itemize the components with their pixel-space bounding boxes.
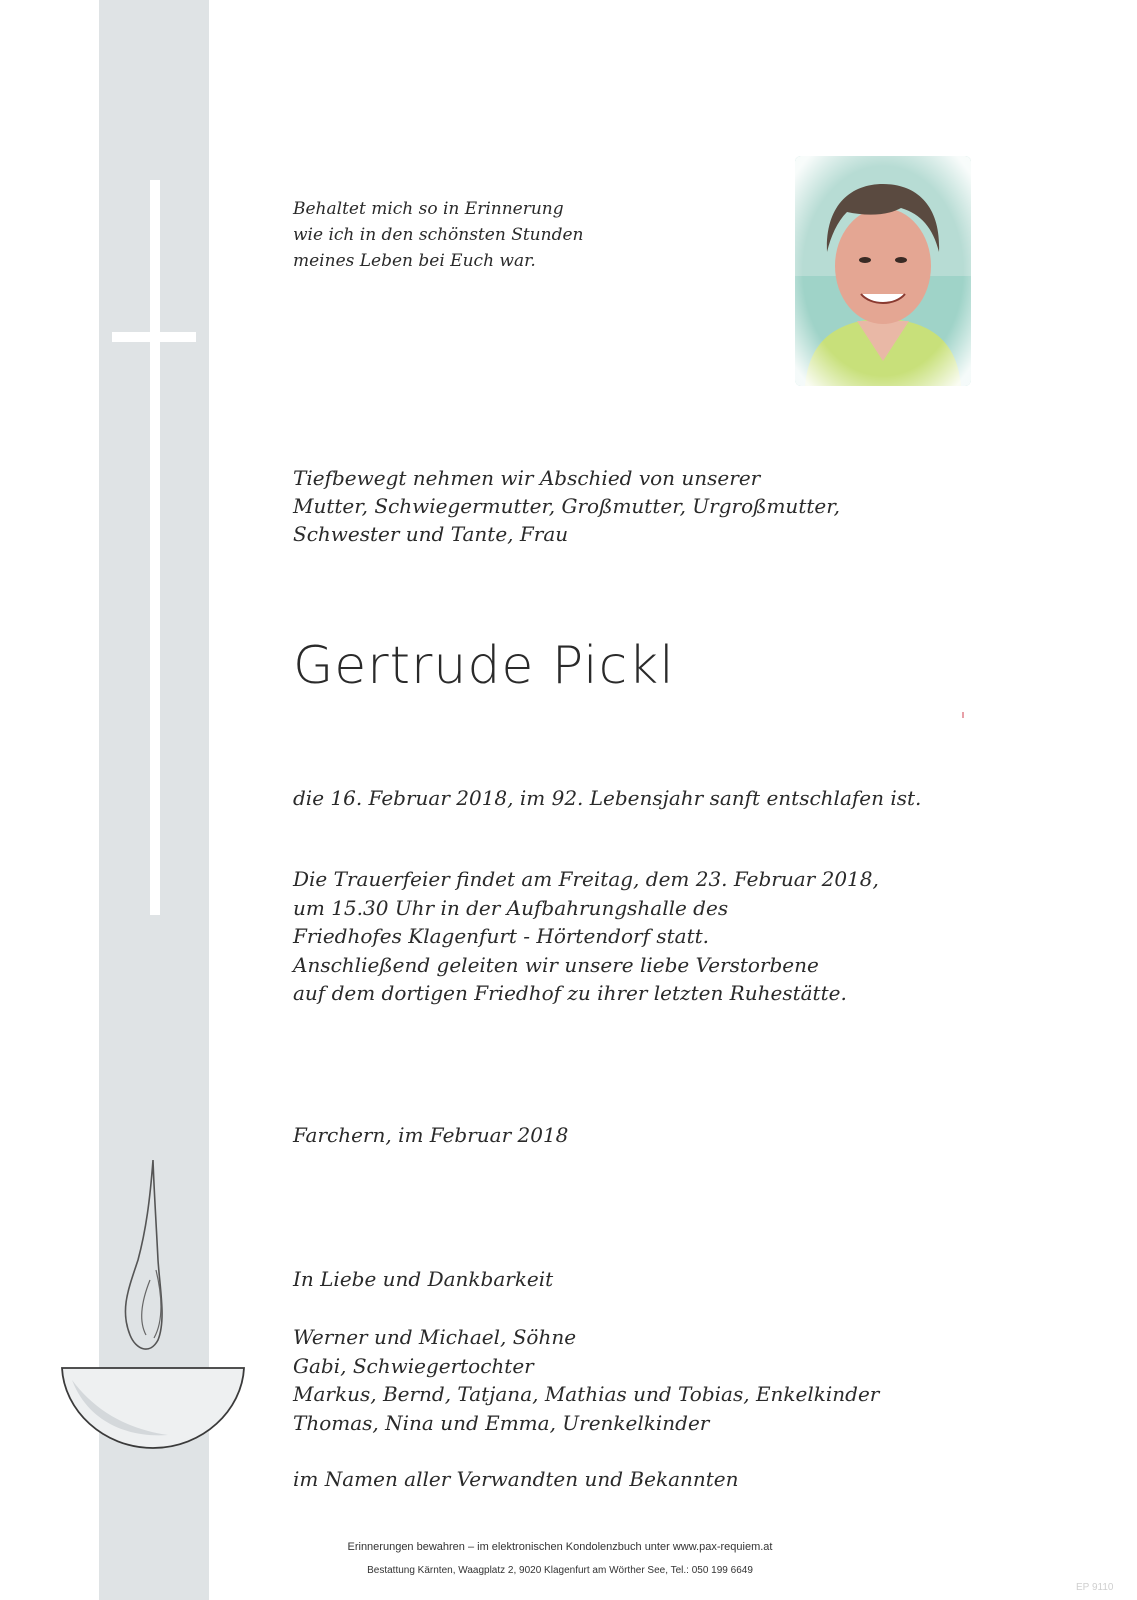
intro-line: Schwester und Tante, Frau [293,522,569,546]
mourners-list [293,1323,879,1437]
mourner-line: Thomas, Nina und Emma, Urenkelkinder [293,1410,710,1435]
cross-icon [150,180,160,915]
service-line: Anschließend geleiten wir unsere liebe Verstorbene [293,952,819,977]
cross-icon-bar [112,332,196,342]
mourner-line: Gabi, Schwiegertochter [293,1353,534,1378]
place-date: Farchern, im Februar 2018 [293,1123,569,1147]
funeral-service-info [293,865,879,1008]
candle-bowl-icon [58,1160,248,1450]
gratitude-line: In Liebe und Dankbarkeit [293,1267,554,1291]
print-mark [962,712,964,718]
service-line: Friedhofes Klagenfurt - Hörtendorf statt. [293,924,710,948]
portrait-photo [795,156,971,386]
verse-line: wie ich in den schönsten Stunden [293,225,584,245]
memorial-verse [293,196,583,274]
mourner-line: Markus, Bernd, Tatjana, Mathias und Tobias, Enkelkinder [293,1382,880,1406]
mourner-line: Werner und Michael, Söhne [293,1325,577,1349]
verse-line: meines Leben bei Euch war. [293,251,536,271]
farewell-intro [293,464,840,548]
intro-line: Mutter, Schwiegermutter, Großmutter, Urgroßmutter, [293,494,840,518]
closing-line: im Namen aller Verwandten und Bekannten [293,1467,739,1491]
service-line: auf dem dortigen Friedhof zu ihrer letzten Ruhestätte. [293,981,847,1005]
footer-address: Bestattung Kärnten, Waagplatz 2, 9020 Klagenfurt am Wörther See, Tel.: 050 199 6649 [367,1565,753,1576]
footer-condolence-link: Erinnerungen bewahren – im elektronischen Kondolenzbuch unter www.pax-requiem.at [347,1541,773,1553]
death-notice: die 16. Februar 2018, im 92. Lebensjahr sanft entschlafen ist. [293,786,922,810]
service-line: um 15.30 Uhr in der Aufbahrungshalle des [293,895,729,920]
verse-line: Behaltet mich so in Erinnerung [293,199,564,219]
deceased-name: Gertrude Pickl [293,636,675,696]
intro-line: Tiefbewegt nehmen wir Abschied von unserer [293,466,761,490]
service-line: Die Trauerfeier findet am Freitag, dem 23. Februar 2018, [293,867,879,891]
product-code: EP 9110 [1076,1582,1114,1593]
